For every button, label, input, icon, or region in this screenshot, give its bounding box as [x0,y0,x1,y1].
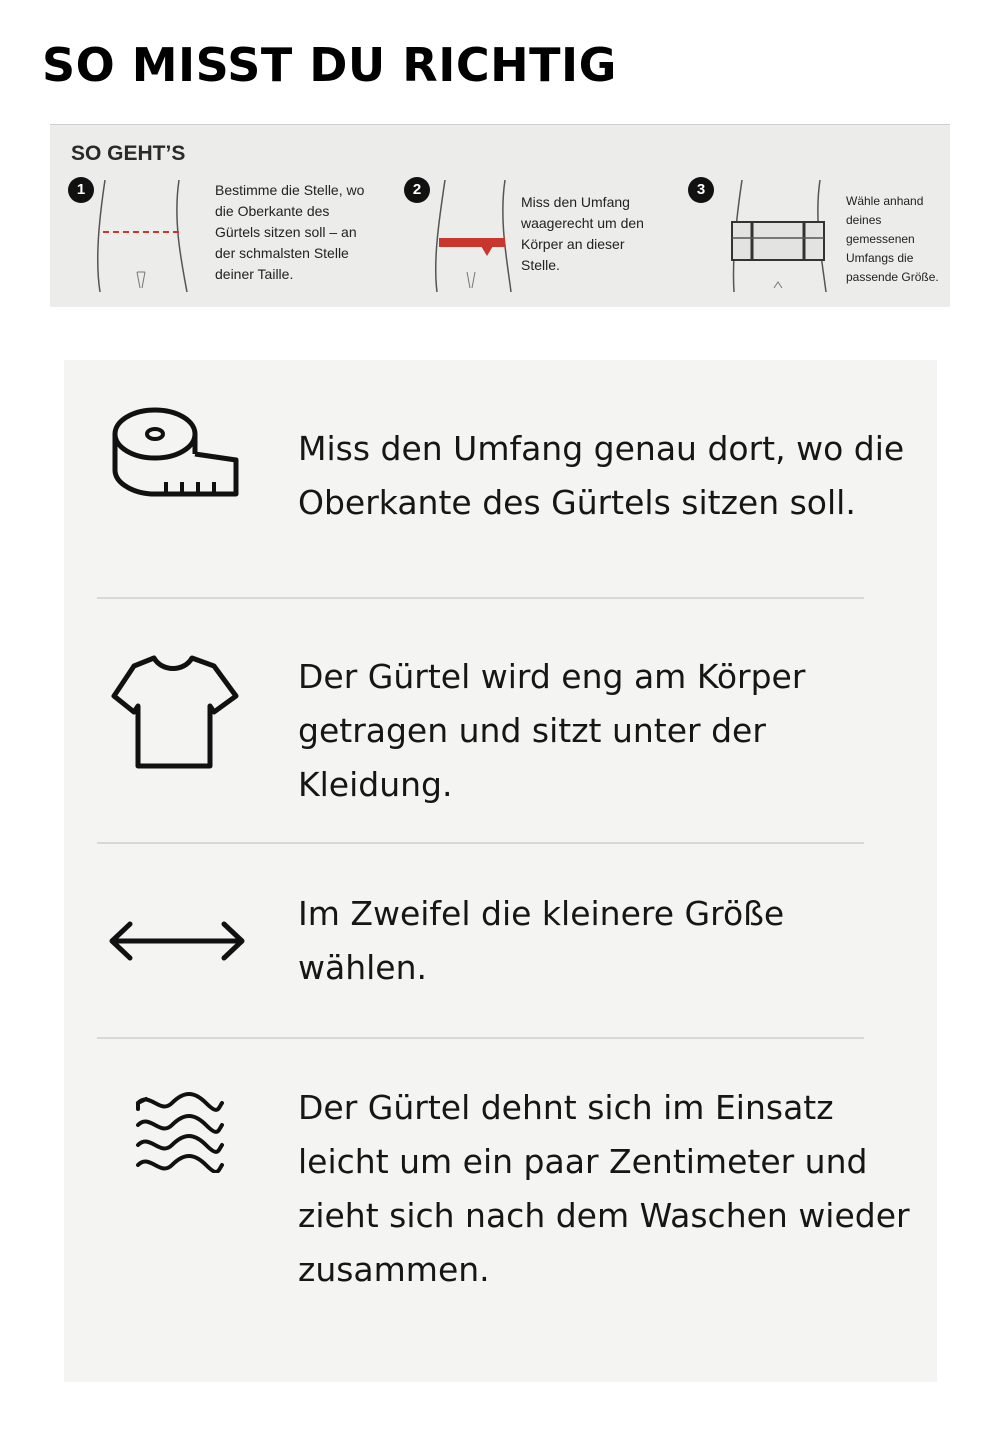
waves-icon [132,1089,228,1173]
tip-row [64,1075,937,1375]
waist-tape-measure-figure [433,180,523,295]
tips-card [64,360,937,1382]
tip-row [64,880,937,1030]
divider [97,842,864,844]
page-title: SO MISST DU RICHTIG [42,38,617,92]
tip-row [64,636,937,836]
steps-panel [50,124,950,307]
tip-text: Der Gürtel dehnt sich im Einsatz leicht um ein paar Zentimeter und zieht sich nach dem Waschen wieder zusammen. [298,1088,910,1289]
divider [97,1037,864,1039]
tip-row [64,392,937,592]
waist-belt-figure [722,180,842,295]
step-number-1: 1 [68,177,94,203]
tshirt-icon [110,650,240,770]
tip-text: Miss den Umfang genau dort, wo die Oberkante des Gürtels sitzen soll. [298,429,905,522]
double-arrow-icon [108,918,246,964]
waist-dashed-line-figure [95,180,195,295]
step-text-2: Miss den Umfang waagerecht um den Körper an dieser Stelle. [521,194,644,273]
tip-text: Der Gürtel wird eng am Körper getragen und sitzt unter der Kleidung. [298,657,806,804]
tape-measure-icon [110,404,240,504]
step-text-3: Wähle anhand deines gemessenen Umfangs die passende Größe. [846,194,939,284]
step-text-1: Bestimme die Stelle, wo die Oberkante des Gürtels sitzen soll – an der schmalsten Stelle deiner Taille. [215,182,365,282]
step-number-2: 2 [404,177,430,203]
tip-text: Im Zweifel die kleinere Größe wählen. [298,894,785,987]
step-number-3: 3 [688,177,714,203]
divider [97,597,864,599]
steps-heading: SO GEHT’S [71,142,186,165]
